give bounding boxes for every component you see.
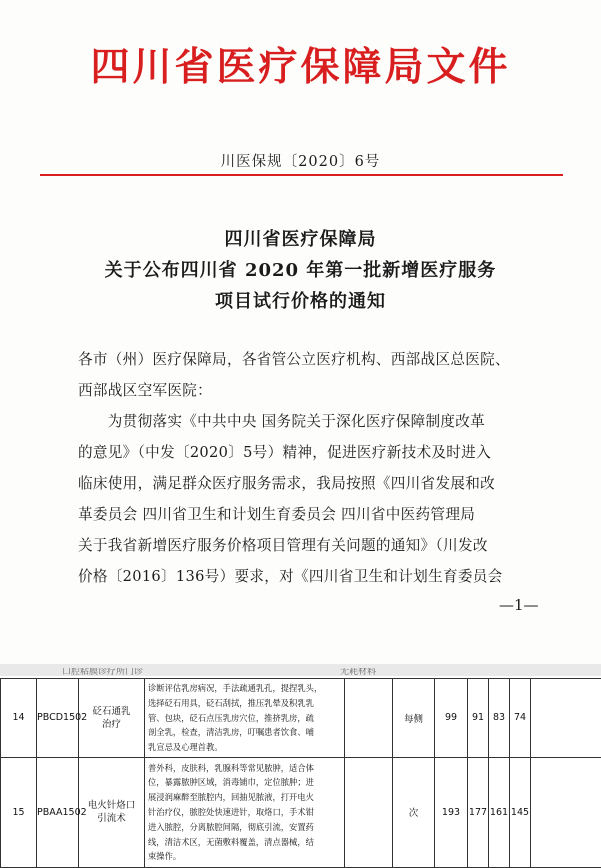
row-content: 诊断评估乳房病况，手法疏通乳孔，提捏乳头， 选择砭石用具，砭石刮拭，推压乳晕及积乳乳 管、包块，砭石点压乳房穴位，推挤乳房，疏 剖全乳，检查，清洁乳房，叮嘱患者饮食、哺 乳宣忌及心理首教。 [145,679,345,758]
truncated-table-row [0,668,601,678]
row-item-name: 砭石通乳 治疗 [79,679,145,758]
document-header: 四川省医疗保障局文件 [0,36,601,92]
body-line: 各市（州）医疗保障局，各省管公立医疗机构、西部战区总医院、 [78,348,533,369]
table-row [1,757,601,867]
truncated-row-text: 无耗材料 [340,668,376,677]
body-line: 西部战区空军医院： [78,379,533,400]
row-price-3: 83 [489,679,510,758]
red-separator-line [40,174,563,176]
row-price-1: 99 [435,679,468,758]
row-remark [531,679,601,758]
body-line: 的意见》（中发〔2020〕5号）精神，促进医疗新技术及时进入 [78,441,533,462]
body-line: 临床使用，满足群众医疗服务需求，我局按照《四川省发展和改 [78,472,533,493]
row-code: PBCD1502 [37,679,79,758]
body-line: 关于我省新增医疗服务价格项目管理有关问题的通知》（川发改 [78,534,533,555]
truncated-row-text: 口腔粘膜诊疗所门诊 [62,668,143,677]
row-price-2: 177 [468,757,489,867]
body-line: 价格〔2016〕136号）要求，对《四川省卫生和计划生育委员会 [78,565,533,586]
document-number: 川医保规〔2020〕6号 [0,150,601,171]
row-item-name: 电火针烙口 引流术 [79,757,145,867]
row-content: 普外科，皮肤科，乳腺科等常见脓肿，适合体 位，暴露脓肿区域，消毒铺巾，定位脓肿；进 展浸润麻醉至脓腔内，回抽见脓液，打开电火 针治疗仪，脓腔处快速进针，取烙口，手术钳 进入脓腔，分离脓腔间隔，彻底引流，安置药 线，清洁术区，无菌敷料覆盖，清点器械，结 束操作。 [145,757,345,867]
row-price-4: 145 [510,757,531,867]
page-number: —1— [499,596,539,614]
row-price-1: 193 [435,757,468,867]
title-line-2: 关于公布四川省 2020 年第一批新增医疗服务 [0,256,601,282]
body-line: 革委员会 四川省卫生和计划生育委员会 四川省中医药管理局 [78,503,533,524]
row-exclude [345,679,393,758]
title-line-3: 项目试行价格的通知 [0,287,601,313]
price-table [0,678,601,868]
table-row [1,679,601,758]
row-seq: 14 [1,679,37,758]
row-price-4: 74 [510,679,531,758]
row-code: PBAA1502 [37,757,79,867]
row-price-3: 161 [489,757,510,867]
row-exclude [345,757,393,867]
row-unit: 每侧 [393,679,435,758]
body-line: 为贯彻落实《中共中央 国务院关于深化医疗保障制度改革 [78,410,533,431]
row-unit: 次 [393,757,435,867]
row-price-2: 91 [468,679,489,758]
row-seq: 15 [1,757,37,867]
title-line-1: 四川省医疗保障局 [0,225,601,251]
row-remark [531,757,601,867]
